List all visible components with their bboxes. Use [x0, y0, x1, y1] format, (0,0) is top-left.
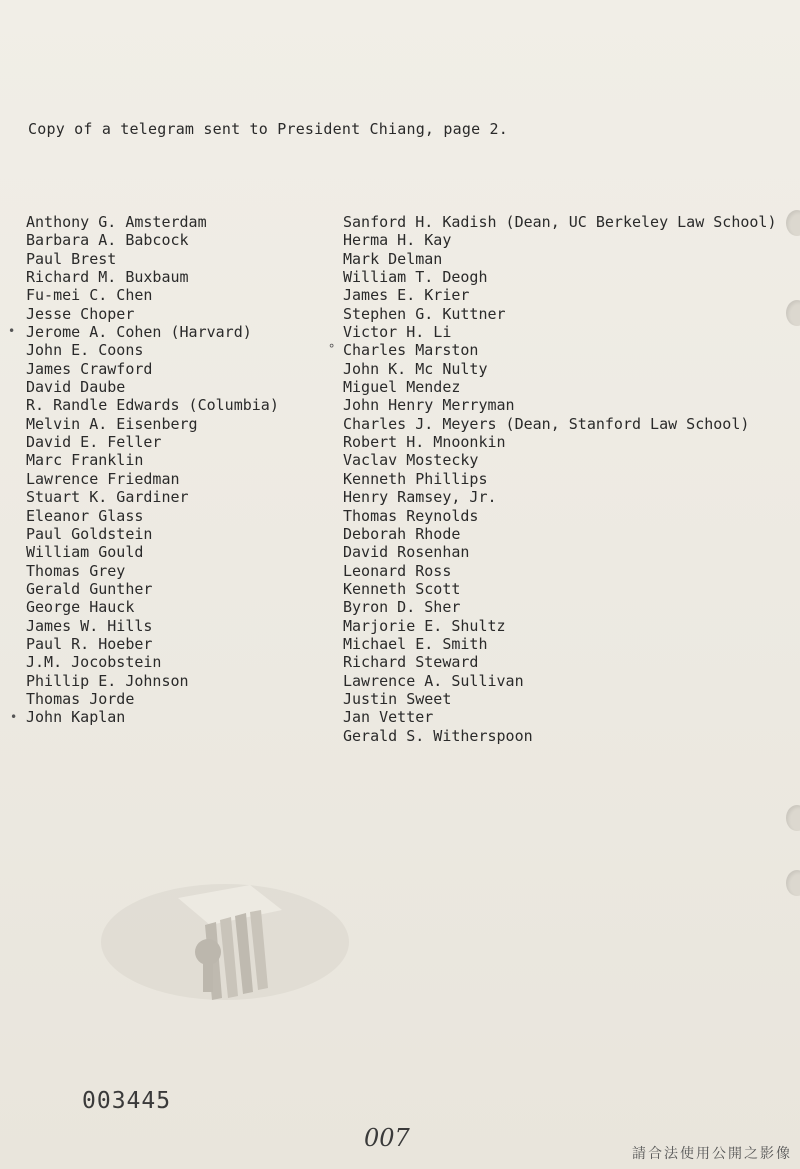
signatory-name: R. Randle Edwards (Columbia) — [26, 396, 279, 415]
signatory-name: Lawrence Friedman — [26, 469, 180, 488]
signatory-name: Kenneth Scott — [343, 579, 461, 598]
punch-hole — [786, 210, 800, 236]
signatory-name: James E. Krier — [343, 286, 470, 305]
signatory-name: Gerald Gunther — [26, 579, 153, 598]
signatory-name: Richard Steward — [343, 653, 479, 672]
signatories-left-column — [26, 213, 279, 727]
signatory-name: Thomas Grey — [26, 561, 126, 580]
signatory-name: Stephen G. Kuttner — [343, 304, 506, 323]
signatory-name: Jerome A. Cohen (Harvard) — [26, 323, 252, 342]
signatory-name: William T. Deogh — [343, 268, 488, 287]
signatory-name: Thomas Reynolds — [343, 506, 479, 525]
signatory-name: Richard M. Buxbaum — [26, 268, 189, 287]
archive-stamp: 請合法使用公開之影像 — [632, 1146, 792, 1162]
signatory-name: J.M. Jocobstein — [26, 653, 162, 672]
margin-mark: • — [10, 710, 18, 724]
signatory-name: Byron D. Sher — [343, 598, 461, 617]
signatory-name: Charles Marston — [343, 341, 479, 360]
signatory-name: Victor H. Li — [343, 323, 452, 342]
margin-mark: • — [8, 324, 16, 338]
signatory-name: Deborah Rhode — [343, 524, 461, 543]
signatory-name: George Hauck — [26, 598, 135, 617]
punch-hole — [786, 300, 800, 326]
signatory-name: Justin Sweet — [343, 689, 452, 708]
signatory-name: Anthony G. Amsterdam — [26, 213, 207, 231]
signatory-name: William Gould — [26, 543, 144, 562]
signatory-name: James W. Hills — [26, 616, 153, 635]
signatory-name: Fu-mei C. Chen — [26, 286, 153, 305]
signatory-name: Jesse Choper — [26, 304, 135, 323]
signatory-name: Marjorie E. Shultz — [343, 616, 506, 635]
signatory-name: Phillip E. Johnson — [26, 671, 189, 690]
signatory-name: Leonard Ross — [343, 561, 452, 580]
signatory-name: Robert H. Mnoonkin — [343, 433, 506, 452]
signatory-name: Herma H. Kay — [343, 231, 452, 250]
signatory-name: Stuart K. Gardiner — [26, 488, 189, 507]
signatory-name: Barbara A. Babcock — [26, 231, 189, 250]
signatory-name: Gerald S. Witherspoon — [343, 726, 533, 745]
signatory-name: Lawrence A. Sullivan — [343, 671, 524, 690]
signatory-name: James Crawford — [26, 359, 153, 378]
signatory-name: Melvin A. Eisenberg — [26, 414, 198, 433]
signatory-name: Paul R. Hoeber — [26, 634, 153, 653]
signatories-right-column — [343, 213, 776, 745]
punch-hole — [786, 870, 800, 896]
punch-hole — [786, 805, 800, 831]
signatory-name: John Kaplan — [26, 708, 126, 727]
signatory-name: Vaclav Mostecky — [343, 451, 479, 470]
signatory-name: Miguel Mendez — [343, 378, 461, 397]
signatory-name: Marc Franklin — [26, 451, 144, 470]
archive-logo-watermark — [100, 870, 350, 1030]
telegram-heading: Copy of a telegram sent to President Chiang, page 2. — [28, 120, 508, 138]
margin-mark: ° — [328, 342, 336, 356]
page-number: 007 — [364, 1124, 410, 1152]
signatory-name: Kenneth Phillips — [343, 469, 488, 488]
signatory-name: Jan Vetter — [343, 708, 434, 727]
signatory-name: Sanford H. Kadish (Dean, UC Berkeley Law School) — [343, 213, 777, 231]
signatory-name: John Henry Merryman — [343, 396, 515, 415]
signatory-name: Henry Ramsey, Jr. — [343, 488, 497, 507]
signatory-name: Paul Goldstein — [26, 524, 153, 543]
signatory-name: Paul Brest — [26, 249, 117, 268]
signatory-name: David E. Feller — [26, 433, 162, 452]
signatory-name: David Daube — [26, 378, 126, 397]
signatory-name: Charles J. Meyers (Dean, Stanford Law School) — [343, 414, 750, 433]
signatory-name: Mark Delman — [343, 249, 443, 268]
signatory-name: Eleanor Glass — [26, 506, 144, 525]
signatory-name: John E. Coons — [26, 341, 144, 360]
signatory-name: David Rosenhan — [343, 543, 470, 562]
signatory-name: Michael E. Smith — [343, 634, 488, 653]
signatory-name: Thomas Jorde — [26, 689, 135, 708]
document-number: 003445 — [82, 1088, 172, 1114]
signatory-name: John K. Mc Nulty — [343, 359, 488, 378]
